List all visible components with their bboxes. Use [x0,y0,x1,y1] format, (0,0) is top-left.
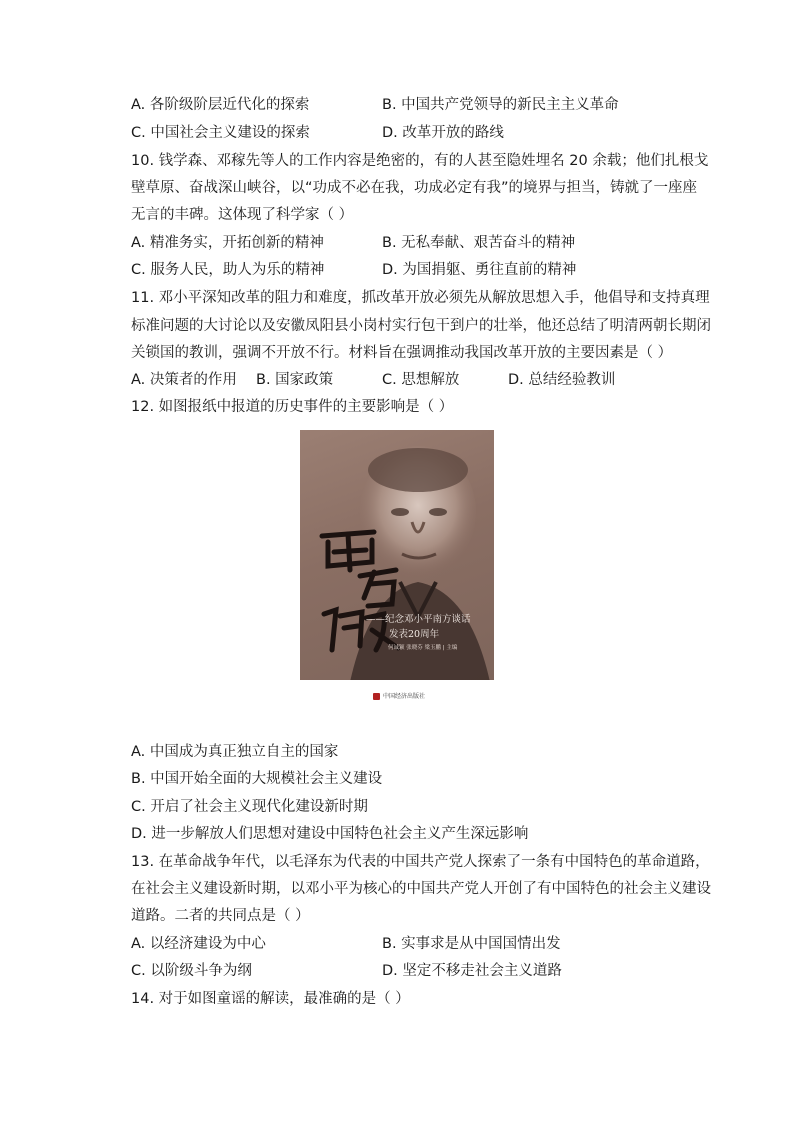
q10-stem-line3: 无言的丰碑。这体现了科学家（ ） [131,207,354,223]
q11-option-c[interactable]: C. 思想解放 [382,372,460,388]
q11-option-a[interactable]: A. 决策者的作用 [131,372,237,388]
q13-stem-line2: 在社会主义建设新时期，以邓小平为核心的中国共产党人开创了有中国特色的社会主义建设 [131,881,711,897]
q10-option-c[interactable]: C. 服务人民，助人为乐的精神 [131,262,325,278]
cover-subtitle-line1: ——纪念邓小平南方谈话 [366,614,471,625]
q13-stem-line1: 13. 在革命战争年代，以毛泽东为代表的中国共产党人探索了一条有中国特色的革命道路， [131,854,710,870]
publisher-name: 中国经济出版社 [383,693,426,700]
cover-publisher [373,691,425,700]
cover-subtitle-line2: 发表20周年 [389,629,440,640]
q11-option-b[interactable]: B. 国家政策 [256,372,334,388]
q10-option-a[interactable]: A. 精准务实，开拓创新的精神 [131,235,324,251]
q12-option-d[interactable]: D. 进一步解放人们思想对建设中国特色社会主义产生深远影响 [131,826,529,842]
q11-stem-line1: 11. 邓小平深知改革的阻力和难度，抓改革开放必须先从解放思想入手，他倡导和支持真理 [131,290,710,306]
q10-option-d[interactable]: D. 为国捐躯、勇往直前的精神 [382,262,577,278]
q9-option-a[interactable]: A. 各阶级阶层近代化的探索 [131,97,310,113]
q10-stem-line2: 壁草原、奋战深山峡谷，以“功成不必在我，功成必定有我”的境界与担当，铸就了一座座 [131,180,698,196]
q12-option-c[interactable]: C. 开启了社会主义现代化建设新时期 [131,799,368,815]
q13-option-c[interactable]: C. 以阶级斗争为纲 [131,963,252,979]
q12-option-b[interactable]: B. 中国开始全面的大规模社会主义建设 [131,771,383,787]
q10-option-b[interactable]: B. 无私奉献、艰苦奋斗的精神 [382,235,576,251]
q14-stem-line1: 14. 对于如图童谣的解读，最准确的是（ ） [131,991,410,1007]
q9-option-d[interactable]: D. 改革开放的路线 [382,125,504,141]
q10-stem-line1: 10. 钱学森、邓稼先等人的工作内容是绝密的，有的人甚至隐姓埋名 20 余载；他们扎根戈 [131,153,709,169]
q9-option-c[interactable]: C. 中国社会主义建设的探索 [131,125,310,141]
q11-stem-line3: 关锁国的教训，强调不开放不行。材料旨在强调推动我国改革开放的主要因素是（ ） [131,345,673,361]
q9-option-b[interactable]: B. 中国共产党领导的新民主主义革命 [382,97,619,113]
q13-option-b[interactable]: B. 实事求是从中国国情出发 [382,936,561,952]
q13-stem-line3: 道路。二者的共同点是（ ） [131,908,310,924]
q11-stem-line2: 标准问题的大讨论以及安徽凤阳县小岗村实行包干到户的壮举，他还总结了明清两朝长期闭 [131,318,711,334]
book-cover [300,430,494,680]
q11-option-d[interactable]: D. 总结经验教训 [508,372,616,388]
q12-option-a[interactable]: A. 中国成为真正独立自主的国家 [131,744,339,760]
q13-option-d[interactable]: D. 坚定不移走社会主义道路 [382,963,562,979]
q12-stem-line1: 12. 如图报纸中报道的历史事件的主要影响是（ ） [131,399,454,415]
q13-option-a[interactable]: A. 以经济建设为中心 [131,936,266,952]
book-cover-image [300,430,494,716]
cover-editors: 何诚颖 张晓芬 梁玉鹏 | 主编 [388,645,458,651]
publisher-logo-icon [373,693,380,700]
